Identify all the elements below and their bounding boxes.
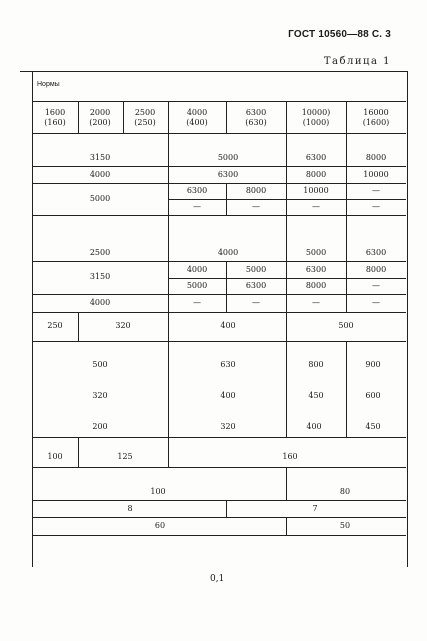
rule	[346, 133, 347, 312]
table-cell: 400	[220, 321, 236, 330]
table-cell: 250	[47, 321, 63, 330]
table-cell: 400	[306, 422, 322, 431]
table-cell: 8000	[365, 153, 387, 162]
table-cell: 6300	[365, 248, 387, 257]
table-cell: 8000	[305, 281, 327, 290]
rule	[346, 341, 347, 437]
table-cell: 5000	[217, 153, 239, 162]
table-cell: 8000	[305, 170, 327, 179]
table-cell: 320	[115, 321, 131, 330]
table-cell: —	[252, 202, 260, 211]
table-cell: 5000	[89, 194, 111, 203]
rule	[168, 278, 406, 279]
table-cell: —	[252, 298, 260, 307]
table-cell: 2500	[89, 248, 111, 257]
table-frame	[32, 71, 408, 567]
rule	[32, 312, 406, 313]
table-cell: 4000	[89, 298, 111, 307]
table-cell: 10000	[303, 186, 329, 195]
table-cell: 600	[365, 391, 381, 400]
column-header: 2500 (250)	[134, 108, 156, 127]
rule	[32, 467, 406, 468]
table-cell: 4000	[89, 170, 111, 179]
rule	[32, 517, 406, 518]
rule	[346, 101, 347, 133]
table-cell: 5000	[186, 281, 208, 290]
table-cell: 3150	[89, 153, 111, 162]
rule	[226, 500, 227, 517]
column-header: 6300 (630)	[245, 108, 267, 127]
table-cell: —	[372, 202, 380, 211]
table-cell: 6300	[245, 281, 267, 290]
table-cell: —	[372, 281, 380, 290]
table-cell: 900	[365, 360, 381, 369]
rule	[32, 341, 406, 342]
rule	[32, 261, 406, 262]
table-cell: 630	[220, 360, 236, 369]
rule	[286, 133, 287, 312]
rule	[168, 199, 406, 200]
rule	[32, 294, 406, 295]
rule	[168, 133, 169, 312]
table-cell: 6300	[305, 265, 327, 274]
table-cell: 400	[220, 391, 236, 400]
table-cell: 8000	[365, 265, 387, 274]
table-cell: 8000	[245, 186, 267, 195]
table-cell: 6300	[217, 170, 239, 179]
rule	[286, 467, 287, 500]
table-cell: 6300	[186, 186, 208, 195]
rule	[168, 437, 169, 467]
page-header: ГОСТ 10560—88 С. 3	[288, 29, 391, 40]
table-cell: 10000	[363, 170, 389, 179]
table-cell: —	[193, 202, 201, 211]
rule	[20, 71, 406, 72]
table-cell: 450	[308, 391, 324, 400]
table-cell: 125	[117, 452, 133, 461]
table-cell: 200	[92, 422, 108, 431]
rule	[78, 437, 79, 467]
norms-label: Нормы	[37, 81, 60, 88]
table-caption: Таблица 1	[323, 56, 391, 67]
table-cell: 5000	[305, 248, 327, 257]
rule	[286, 312, 287, 437]
table-cell: 4000	[186, 265, 208, 274]
table-cell: 500	[338, 321, 354, 330]
table-cell: 800	[308, 360, 324, 369]
rule	[32, 133, 406, 134]
table-cell: —	[312, 202, 320, 211]
column-header: 2000 (200)	[89, 108, 111, 127]
table-cell: 3150	[89, 272, 111, 281]
rule	[32, 437, 406, 438]
table-cell: 100	[47, 452, 63, 461]
table-cell: 4000	[217, 248, 239, 257]
rule	[226, 261, 227, 312]
rule	[123, 101, 124, 133]
table-cell: —	[372, 186, 380, 195]
rule	[78, 101, 79, 133]
table-cell: 7	[312, 504, 318, 513]
rule	[168, 312, 169, 437]
rule	[78, 312, 79, 341]
table-cell: 5000	[245, 265, 267, 274]
footer-value: 0,1	[210, 574, 225, 584]
table-cell: —	[312, 298, 320, 307]
rule	[32, 500, 406, 501]
column-header: 16000 (1600)	[362, 108, 390, 127]
column-header: 10000) (1000)	[301, 108, 331, 127]
table-cell: 500	[92, 360, 108, 369]
rule	[226, 183, 227, 215]
table-cell: 8	[127, 504, 133, 513]
rule	[32, 101, 406, 102]
rule	[168, 101, 169, 133]
column-header: 4000 (400)	[186, 108, 208, 127]
table-cell: 50	[339, 521, 351, 530]
rule	[286, 517, 287, 535]
rule	[286, 101, 287, 133]
table-cell: 320	[92, 391, 108, 400]
table-cell: 450	[365, 422, 381, 431]
table-cell: 100	[150, 487, 166, 496]
rule	[226, 101, 227, 133]
rule	[32, 535, 406, 536]
rule	[32, 166, 406, 167]
rule	[32, 215, 406, 216]
table-cell: 60	[154, 521, 166, 530]
table-cell: 160	[282, 452, 298, 461]
column-header: 1600 (160)	[44, 108, 66, 127]
table-cell: —	[372, 298, 380, 307]
table-cell: 320	[220, 422, 236, 431]
rule	[32, 183, 406, 184]
table-cell: 80	[339, 487, 351, 496]
table-cell: 6300	[305, 153, 327, 162]
table-cell: —	[193, 298, 201, 307]
